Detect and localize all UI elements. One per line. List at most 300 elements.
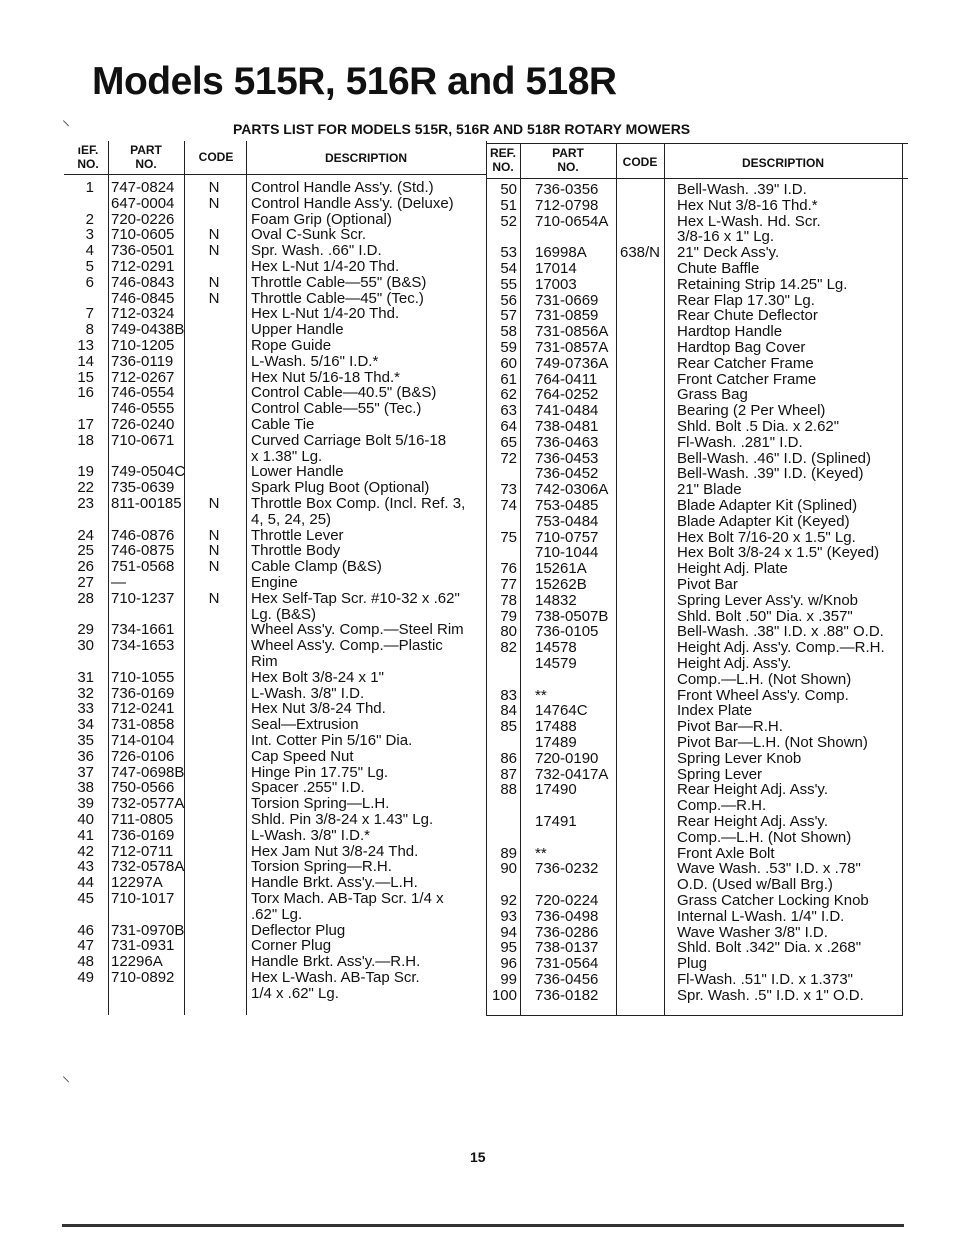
part-number: 731-0564 [535,955,599,973]
ref-number: 89 [500,844,517,862]
header-description-right: DESCRIPTION [741,156,824,170]
column-rule [664,143,665,1015]
code: N [208,194,220,212]
ref-number: 3 [85,226,94,244]
code: N [208,589,220,607]
part-number: 710-0757 [535,528,599,546]
ref-number: 58 [500,323,517,341]
description: Hex Bolt 7/16-20 x 1.5" Lg. [677,528,856,546]
code: N [208,495,220,512]
description: Grass Bag [677,386,748,404]
code: N [208,558,220,576]
part-number: 753-0484 [535,512,599,530]
ref-number: 22 [77,479,94,497]
ref-number: 7 [85,305,94,323]
description: Rim [251,653,278,670]
description: Rear Catcher Frame [677,354,814,372]
description: Internal L-Wash. 1/4" I.D. [677,907,845,925]
description: .62" Lg. [251,905,303,923]
column-rule [520,143,521,1015]
part-number: 15261A [535,560,587,578]
part-number: 710-1044 [535,544,599,562]
ref-number: 90 [500,860,517,878]
ref-number: 86 [500,749,517,767]
description: Hardtop Bag Cover [677,339,806,356]
part-number: 749-0504C [111,463,186,481]
description: x 1.38" Lg. [251,447,323,465]
part-number: 720-0190 [535,749,599,767]
ref-number: 85 [500,718,517,736]
part-number: 764-0411 [535,370,598,388]
ref-number: 15 [77,368,94,386]
ref-number: 5 [85,258,94,275]
part-number: 734-1661 [111,621,175,639]
description: Pivot Bar [677,576,738,593]
part-number: 736-0452 [535,465,599,483]
part-number: 736-0463 [535,433,599,451]
code: 638/N [619,244,661,262]
ref-number: 55 [500,275,517,293]
part-number: 736-0286 [535,923,599,941]
ref-number: 59 [500,339,517,356]
description: Pivot Bar—R.H. [677,718,783,736]
ref-number: 41 [77,826,94,844]
part-number: 17490 [535,781,577,799]
ref-number: 39 [77,795,94,813]
part-number: 710-1237 [111,589,175,607]
description: Front Axle Bolt [677,844,775,862]
description: 1/4 x .62" Lg. [251,984,339,1002]
description: Cable Tie [251,416,315,433]
part-number: 732-0577A [111,795,185,813]
part-number: 736-0498 [535,907,599,925]
description: Cap Speed Nut [251,747,354,765]
ref-number: 42 [77,842,94,860]
description: Torsion Spring—L.H. [251,795,390,813]
description: 21" Blade [677,481,742,499]
part-number: 731-0858 [111,716,175,734]
part-number: 17488 [535,718,577,736]
description: Upper Handle [251,321,344,339]
part-number: 749-0438B [111,321,185,339]
description: Control Handle Ass'y. (Deluxe) [251,194,454,212]
description: Fl-Wash. .51" I.D. x 1.373" [677,971,853,988]
ref-number: 24 [77,526,94,544]
ref-number: 92 [500,892,517,909]
description: O.D. (Used w/Ball Brg.) [677,876,833,894]
description: Comp.—L.H. (Not Shown) [677,828,852,846]
ref-number: 16 [77,384,94,402]
part-number: 741-0484 [535,402,599,420]
part-number: 751-0568 [111,558,175,576]
part-number: 710-0671 [111,431,175,449]
ref-number: 36 [77,747,94,765]
description: Spr. Wash. .5" I.D. x 1" O.D. [677,986,864,1004]
part-number: 736-0169 [111,684,175,702]
description: Throttle Box Comp. (Incl. Ref. 3, [251,495,466,512]
part-number: 710-1017 [111,890,175,907]
description: Shld. Bolt .50" Dia. x .357" [677,607,853,625]
ref-number: 47 [77,937,94,955]
ref-number: 49 [77,969,94,986]
ref-number: 95 [500,939,517,957]
description: Rear Chute Deflector [677,307,818,325]
ref-number: 60 [500,354,517,372]
description: Height Adj. Plate [677,560,788,578]
header-rule [64,174,486,175]
part-number: 731-0970B [111,921,185,939]
description: Pivot Bar—L.H. (Not Shown) [677,734,868,751]
part-number: 736-0232 [535,860,599,878]
description: Bell-Wash. .39" I.D. [677,181,807,198]
description: Spring Lever Ass'y. w/Knob [677,591,859,609]
description: 4, 5, 24, 25) [251,510,332,528]
description: Shld. Pin 3/8-24 x 1.43" Lg. [251,811,434,828]
part-number: 720-0226 [111,210,175,228]
part-number: 742-0306A [535,481,609,499]
header-rule [486,143,908,144]
ref-number: 78 [500,591,517,609]
ref-number: 99 [500,971,517,988]
description: Bell-Wash. .38" I.D. x .88" O.D. [677,623,884,641]
part-number: 710-0892 [111,969,175,986]
part-number: 736-0182 [535,986,599,1004]
header-part-no-right: PART NO. [552,146,584,174]
ref-number: 45 [77,890,94,907]
description: Hex Bolt 3/8-24 x 1" [251,668,384,686]
description: Bearing (2 Per Wheel) [677,402,826,420]
ref-number: 79 [500,607,517,625]
description: Corner Plug [251,937,332,955]
ref-number: 14 [77,352,94,370]
description: Lg. (B&S) [251,605,317,623]
ref-number: 4 [85,242,94,260]
header-ref-no-right: REF. NO. [489,146,516,174]
ref-number: 17 [77,416,94,433]
description: Front Wheel Ass'y. Comp. [677,686,849,704]
ref-number: 48 [77,953,94,971]
part-number: 738-0481 [535,418,599,435]
description: Hex L-Nut 1/4-20 Thd. [251,258,400,275]
description: Index Plate [677,702,753,720]
description: Rear Height Adj. Ass'y. [677,813,828,830]
part-number: 14578 [535,639,577,657]
ref-number: 19 [77,463,94,481]
part-number: 731-0859 [535,307,599,325]
description: Shld. Bolt .5 Dia. x 2.62" [677,418,840,435]
parts-list-heading: PARTS LIST FOR MODELS 515R, 516R AND 518R ROTARY MOWERS [233,121,691,137]
bottom-rule [486,1015,903,1016]
ref-number: 29 [77,621,94,639]
code: N [208,526,220,544]
description: Blade Adapter Kit (Splined) [677,497,858,514]
part-number: 753-0485 [535,497,599,514]
ref-number: 31 [77,668,94,686]
part-number: 710-0605 [111,226,175,244]
ref-number: 34 [77,716,94,734]
part-number: 736-0453 [535,449,599,467]
ref-number: 96 [500,955,517,973]
part-number: 17491 [535,813,577,830]
description: Spring Lever Knob [677,749,802,767]
description: Fl-Wash. .281" I.D. [677,433,803,451]
description: Hardtop Handle [677,323,783,341]
description: Grass Catcher Locking Knob [677,892,869,909]
description: Torx Mach. AB-Tap Scr. 1/4 x [251,890,444,907]
description: Comp.—L.H. (Not Shown) [677,670,852,688]
description: Throttle Cable—55" (B&S) [251,273,427,291]
code: N [208,179,220,196]
ref-number: 1 [85,179,94,196]
description: Wheel Ass'y. Comp.—Steel Rim [251,621,464,639]
description: Hex Self-Tap Scr. #10-32 x .62" [251,589,460,607]
ref-number: 27 [77,574,94,591]
part-number: 720-0224 [535,892,599,909]
part-number: 735-0639 [111,479,175,497]
ref-number: 54 [500,260,517,277]
part-number: 14579 [535,655,577,672]
ref-number: 35 [77,732,94,749]
part-number: 711-0805 [111,811,174,828]
ref-number: 76 [500,560,517,578]
part-number: 647-0004 [111,194,175,212]
description: Front Catcher Frame [677,370,817,388]
part-number: 731-0931 [111,937,175,955]
description: Plug [677,955,708,973]
description: Hex Jam Nut 3/8-24 Thd. [251,842,419,860]
ref-number: 83 [500,686,517,704]
description: Handle Brkt. Ass'y.—R.H. [251,953,421,971]
description: Throttle Body [251,542,341,560]
description: Hex L-Wash. Hd. Scr. [677,212,821,230]
column-rule [108,141,109,1015]
description: Retaining Strip 14.25" Lg. [677,275,848,293]
ref-number: 75 [500,528,517,546]
part-number: 17489 [535,734,577,751]
part-number: 726-0106 [111,747,175,765]
ref-number: 57 [500,307,517,325]
ref-number: 88 [500,781,517,799]
part-number: 17014 [535,260,577,277]
description: Hex L-Wash. AB-Tap Scr. [251,969,420,986]
header-part-no: PART NO. [130,143,162,171]
part-number: 811-00185 [111,495,182,512]
part-number: 736-0456 [535,971,599,988]
ref-number: 44 [77,874,94,892]
description: Torsion Spring—R.H. [251,858,392,876]
part-number: 750-0566 [111,779,175,797]
ref-number: 93 [500,907,517,925]
description: Oval C-Sunk Scr. [251,226,367,244]
description: Wave Wash. .53" I.D. x .78" [677,860,861,878]
description: Spark Plug Boot (Optional) [251,479,430,497]
part-number: 712-0324 [111,305,175,323]
description: Comp.—R.H. [677,797,767,815]
part-number: 712-0267 [111,368,175,386]
header-rule [486,178,908,179]
description: Rope Guide [251,337,332,354]
footer-rule [62,1224,904,1227]
description: L-Wash. 3/8" I.D. [251,684,365,702]
part-number: 736-0119 [111,352,174,370]
ref-number: 62 [500,386,517,404]
part-number: 731-0857A [535,339,609,356]
description: Hinge Pin 17.75" Lg. [251,763,389,781]
ref-number: 23 [77,495,94,512]
part-number: 746-0843 [111,273,175,291]
description: 3/8-16 x 1" Lg. [677,228,775,246]
description: Handle Brkt. Ass'y.—L.H. [251,874,418,892]
part-number: 747-0698B [111,763,185,781]
description: Spacer .255" I.D. [251,779,365,797]
header-ref-no: ıEF. NO. [77,143,99,171]
description: Hex Nut 5/16-18 Thd.* [251,368,400,386]
part-number: 712-0291 [111,258,175,275]
part-number: 17003 [535,275,577,293]
part-number: ** [535,686,547,704]
ref-number: 63 [500,402,517,420]
description: Spring Lever [677,765,763,783]
description: Throttle Lever [251,526,344,544]
description: Control Handle Ass'y. (Std.) [251,179,434,196]
ref-number: 100 [491,986,517,1004]
header-description: DESCRIPTION [324,151,407,165]
description: Wheel Ass'y. Comp.—Plastic [251,637,443,655]
code: N [208,242,220,260]
part-number: 15262B [535,576,587,593]
description: Foam Grip (Optional) [251,210,392,228]
code: N [208,289,220,307]
part-number: 14764C [535,702,588,720]
part-number: 16998A [535,244,587,262]
part-number: 712-0711 [111,842,174,860]
part-number: 732-0578A [111,858,185,876]
part-number: 764-0252 [535,386,599,404]
ref-number: 77 [500,576,517,593]
ref-number: 33 [77,700,94,718]
description: Rear Flap 17.30" Lg. [677,291,815,309]
ref-number: 26 [77,558,94,576]
part-number: 736-0356 [535,181,599,198]
description: Control Cable—40.5" (B&S) [251,384,437,402]
description: Hex Bolt 3/8-24 x 1.5" (Keyed) [677,544,880,562]
part-number: 746-0555 [111,400,175,418]
ref-number: 94 [500,923,517,941]
ref-number: 74 [500,497,517,514]
header-code: CODE [198,150,234,164]
description: Chute Baffle [677,260,760,277]
part-number: 746-0875 [111,542,175,560]
part-number: 749-0736A [535,354,609,372]
description: Throttle Cable—45" (Tec.) [251,289,424,307]
part-number: 726-0240 [111,416,175,433]
description: Engine [251,574,298,591]
part-number: 731-0856A [535,323,609,341]
description: Height Adj. Ass'y. Comp.—R.H. [677,639,885,657]
ref-number: 50 [500,181,517,198]
stray-mark: ⸜ [62,112,71,129]
header-code-right: CODE [622,155,658,169]
part-number: 746-0554 [111,384,175,402]
description: Wave Washer 3/8" I.D. [677,923,828,941]
part-number: 736-0169 [111,826,175,844]
ref-number: 40 [77,811,94,828]
description: Bell-Wash. .46" I.D. (Splined) [677,449,872,467]
ref-number: 32 [77,684,94,702]
ref-number: 87 [500,765,517,783]
description: Spr. Wash. .66" I.D. [251,242,382,260]
ref-number: 6 [85,273,94,291]
ref-number: 82 [500,639,517,657]
code: N [208,273,220,291]
part-number: 747-0824 [111,179,175,196]
description: Int. Cotter Pin 5/16" Dia. [251,732,413,749]
ref-number: 84 [500,702,517,720]
part-number: 738-0507B [535,607,609,625]
ref-number: 8 [85,321,94,339]
ref-number: 51 [500,196,517,214]
column-rule [616,143,617,1015]
page-number: 15 [470,1149,486,1165]
part-number: 714-0104 [111,732,175,749]
ref-number: 52 [500,212,517,230]
description: Height Adj. Ass'y. [677,655,792,672]
part-number: 710-1205 [111,337,175,354]
part-number: 736-0105 [535,623,599,641]
ref-number: 80 [500,623,517,641]
part-number: ** [535,844,547,862]
description: Hex L-Nut 1/4-20 Thd. [251,305,400,323]
description: Control Cable—55" (Tec.) [251,400,422,418]
ref-number: 13 [77,337,94,354]
ref-number: 28 [77,589,94,607]
ref-number: 43 [77,858,94,876]
part-number: 712-0241 [111,700,175,718]
code: N [208,542,220,560]
ref-number: 2 [85,210,94,228]
part-number: 746-0845 [111,289,175,307]
ref-number: 25 [77,542,94,560]
part-number: 732-0417A [535,765,609,783]
column-rule [246,141,247,1015]
description: L-Wash. 5/16" I.D.* [251,352,379,370]
part-number: 731-0669 [535,291,599,309]
part-number: 710-1055 [111,668,175,686]
part-number: 14832 [535,591,577,609]
ref-number: 53 [500,244,517,262]
description: Curved Carriage Bolt 5/16-18 [251,431,447,449]
ref-number: 46 [77,921,94,939]
ref-number: 30 [77,637,94,655]
part-number: 738-0137 [535,939,599,957]
stray-mark: ⸜ [62,1068,71,1085]
description: Deflector Plug [251,921,346,939]
part-number: 12296A [111,953,163,971]
description: 21" Deck Ass'y. [677,244,780,262]
part-number: 736-0501 [111,242,175,260]
ref-number: 64 [500,418,517,435]
code: N [208,226,220,244]
column-rule [902,143,903,1015]
description: L-Wash. 3/8" I.D.* [251,826,370,844]
description: Lower Handle [251,463,344,481]
part-number: — [111,574,126,591]
part-number: 12297A [111,874,163,892]
description: Blade Adapter Kit (Keyed) [677,512,850,530]
description: Hex Nut 3/8-24 Thd. [251,700,386,718]
ref-number: 18 [77,431,94,449]
part-number: 712-0798 [535,196,599,214]
